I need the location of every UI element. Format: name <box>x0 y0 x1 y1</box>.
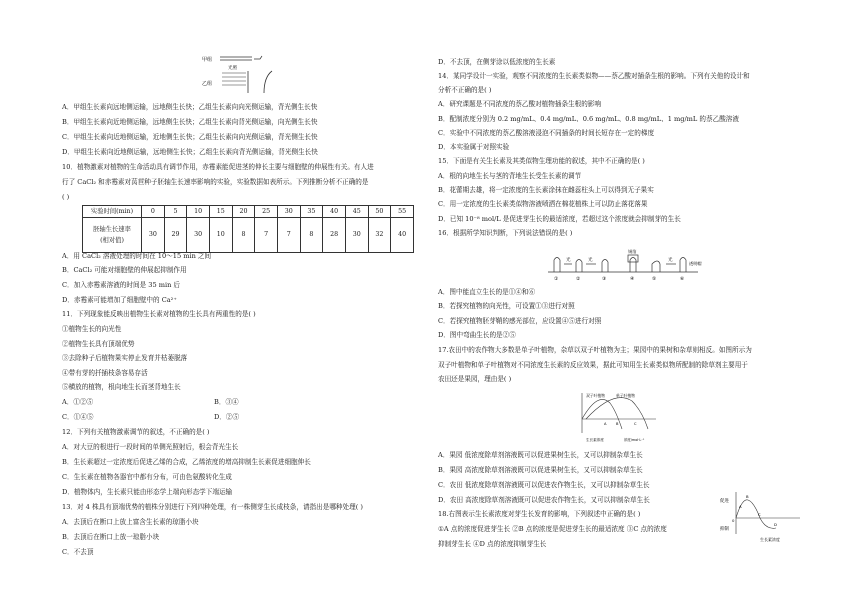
table-cell: 15 <box>209 206 232 218</box>
table-header-time: 实验时间(min) <box>83 206 142 218</box>
table-cell: 7 <box>277 218 300 253</box>
q17-option-a: A．果园 低浓度除草剂溶液既可以促进果树生长，又可以抑制杂草生长 <box>438 451 643 459</box>
q16-label-light-2: 光 <box>588 258 593 263</box>
q15-option-b: B．花蕾期去雄，将一定浓度的生长素涂抹在雌蕊柱头上可以得到无子果实 <box>438 186 654 194</box>
q13-option-b: B．去顶后在断口上放一琼脂小块 <box>62 533 160 541</box>
q11-option-d: D．②⑤ <box>214 413 240 421</box>
q17-option-c: C．农田 低浓度除草剂溶液既可以促进农作物生长，又可以抑制杂草生长 <box>438 481 650 489</box>
q17-stem-1: 17.农田中的农作物大多数是单子叶植物，杂草以双子叶植物为主；果园中的果树和杂草则相反。如图所示为 <box>438 346 752 354</box>
table-cell: 0 <box>142 206 165 218</box>
q11-option-c: C．①④⑤ <box>62 413 94 421</box>
table-cell: 8 <box>300 218 323 253</box>
q9-option-b: B．甲组生长素向近地侧运输，远地侧生长快；乙组生长素向背光侧运输，向光侧生长快 <box>62 118 318 126</box>
table-cell: 55 <box>391 206 414 218</box>
table-cell: 30 <box>277 206 300 218</box>
q11-item-3: ③去除种子后植物果实停止发育并枯萎脱落 <box>62 354 188 362</box>
table-cell: 7 <box>255 218 278 253</box>
table-cell: 30 <box>187 218 210 253</box>
q16-option-c: C．若探究植物胚芽鞘的感光部位，应设置④⑤进行对照 <box>438 317 602 325</box>
q11-item-5: ⑤横放的植物，根向地生长而茎背地生长 <box>62 383 181 391</box>
q18-stem-2: ①A 点的浓度促进芽生长 ②B 点的浓度是促进芽生长的最适浓度 ③C 点的浓度 <box>438 525 667 533</box>
q9-option-d: D．甲组生长素向近地侧运输，远地侧生长快；乙组生长素向背光侧运输，背光侧生长快 <box>62 148 318 156</box>
q18-label-a: A <box>739 504 742 509</box>
q18-label-conc: 生长素浓度 <box>760 537 780 542</box>
table-cell: 28 <box>323 218 346 253</box>
q14-option-c: C．实验中不同浓度的萘乙酸溶液浸泡不同插条的时间长短存在一定的梯度 <box>438 129 655 137</box>
q17-stem-2: 双子叶植物和单子叶植物对不同浓度生长素的反应效果，据此可知用生长素类似物所配制的除草剂主要用于 <box>438 361 748 369</box>
table-cell: 40 <box>323 206 346 218</box>
q14-option-b: B．配制浓度分别为 0.2 mg/mL、0.4 mg/mL、0.6 mg/mL、0.8 mg/mL、1 mg/mL 的萘乙酸溶液 <box>438 115 739 123</box>
q10-stem-2: 行了 CaCl₂ 和赤霉素对莴苣种子胚轴生长速率影响的实验，实验数据如表所示。下列推断分析不正确的是 <box>62 178 369 186</box>
q11-item-1: ①植物生长的向光性 <box>62 325 122 333</box>
q14-stem-2: 分析不正确的是( ) <box>438 86 492 94</box>
table-row <box>83 218 414 253</box>
q16-label-6: ⑥ <box>680 277 685 282</box>
q18-stem-3: 抑制芽生长 ④D 点的浓度抑制芽生长 <box>438 540 547 548</box>
q18-label-promote: 促进 <box>720 499 729 504</box>
q14-stem-1: 14．某同学设计一实验，观察不同浓度的生长素类似物——萘乙酸对插条生根的影响。下列有关他的设计和 <box>438 72 750 80</box>
q18-stem-1: 18.右图表示生长素浓度对芽生长发育的影响，下列叙述中正确的是( ) <box>438 510 641 518</box>
q16-label-cap: 透明帽 <box>689 261 702 266</box>
q16-label-light-3: 光 <box>668 258 673 263</box>
q10-option-c: C．加入赤霉素溶液的时间是 35 min 后 <box>62 281 181 289</box>
q12-stem: 12．下列有关植物激素调节的叙述，不正确的是( ) <box>62 428 210 436</box>
q12-option-c: C．生长素在植物各器官中都有分布，可由色氨酸转化生成 <box>62 473 232 481</box>
table-cell: 32 <box>368 218 391 253</box>
q13-option-d: D．不去顶，在侧芽涂以低浓度的生长素 <box>438 58 556 66</box>
fig-label-yi: 乙组 <box>202 81 213 87</box>
q11-item-4: ④带有芽的扦插枝条容易存活 <box>62 369 148 377</box>
q16-label-light-1: 光 <box>566 258 571 263</box>
table-cell: 20 <box>232 206 255 218</box>
q17-label-unit: 浓度/mol·L⁻¹ <box>624 438 645 442</box>
q15-option-c: C．用一定浓度的生长素类似物溶液喷洒在棉花植株上可以防止落花落果 <box>438 200 648 208</box>
table-cell: 10 <box>209 218 232 253</box>
q17-label-dicot: 双子叶植物 <box>586 393 605 398</box>
table-cell: 25 <box>255 206 278 218</box>
q11-option-b: B．③④ <box>214 398 239 406</box>
q13-option-c: C．不去顶 <box>62 548 94 556</box>
q16-option-a: A．图中能直立生长的是①④和⑥ <box>438 288 536 296</box>
q10-data-table <box>82 205 414 253</box>
q17-option-b: B．果园 高浓度除草剂溶液既可以促进果树生长，又可以抑制杂草生长 <box>438 466 643 474</box>
fig-label-light: 光照 <box>228 66 237 71</box>
table-cell: 5 <box>164 206 187 218</box>
q17-label-monocot: 单子叶植物 <box>616 393 635 398</box>
table-row <box>83 206 414 218</box>
q15-option-a: A．根的向地生长与茎的背地生长受生长素的调节 <box>438 172 582 180</box>
q17-figure <box>576 389 660 445</box>
q16-label-4: ④ <box>630 277 635 282</box>
table-cell: 8 <box>232 218 255 253</box>
q9-figure <box>202 53 302 97</box>
q17-stem-3: 农田还是果园，理由是( ) <box>438 375 512 383</box>
q12-option-b: B．生长素超过一定浓度后促进乙烯的合成，乙烯浓度的增高抑制生长素促进细胞伸长 <box>62 458 311 466</box>
q18-label-inhibit: 抑制 <box>720 527 729 532</box>
q13-stem: 13．对 4 株具有顶端优势的植株分别进行下列四种处理，有一株侧芽生长成枝条，请指出是哪种处理( ) <box>62 503 363 511</box>
q9-option-a: A．甲组生长素向远地侧运输，远地侧生长快；乙组生长素向向光侧运输，背光侧生长快 <box>62 103 318 111</box>
q16-label-1: ① <box>554 277 559 282</box>
q13-option-a: A．去顶后在断口上放上富含生长素的琼脂小块 <box>62 518 199 526</box>
q16-option-b: B．若探究植物的向光性，可设置①③进行对照 <box>438 302 575 310</box>
q11-stem: 11．下列现象能反映出植物生长素对植物的生长具有两重性的是( ) <box>62 310 256 318</box>
q14-option-a: A．研究课题是不同浓度的萘乙酸对植物插条生根的影响 <box>438 100 602 108</box>
table-cell: 30 <box>345 218 368 253</box>
q15-stem: 15．下面是有关生长素及其类似物生理功能的叙述，其中不正确的是( ) <box>438 157 645 165</box>
q16-label-2: ② <box>576 277 581 282</box>
q15-option-d: D．已知 10⁻⁸ mol/L 是促进芽生长的最适浓度，若超过这个浓度就会抑制芽的生长 <box>438 215 681 223</box>
table-cell: 35 <box>300 206 323 218</box>
fig-label-jia: 甲组 <box>202 57 213 63</box>
q17-label-conc: 生长素浓度 <box>586 438 604 442</box>
q11-item-2: ②植物生长具有顶端优势 <box>62 340 135 348</box>
table-cell: 45 <box>345 206 368 218</box>
table-cell: 40 <box>391 218 414 253</box>
table-cell: 29 <box>164 218 187 253</box>
q18-label-zero: 0 <box>732 518 735 523</box>
q12-option-d: D．植物体内，生长素只能由形态学上端向形态学下端运输 <box>62 488 233 496</box>
q18-label-b: B <box>746 494 749 499</box>
q17-label-c: C <box>634 422 637 426</box>
rate-label-a: 胚轴生长速率 <box>93 225 131 233</box>
q9-option-c: C．甲组生长素向近地侧运输，近地侧生长快；乙组生长素向向光侧运输，背光侧生长快 <box>62 133 318 141</box>
table-cell: 10 <box>187 206 210 218</box>
q10-option-d: D．赤霉素可能增加了细胞壁中的 Ca²⁺ <box>62 296 177 304</box>
table-cell: 30 <box>142 218 165 253</box>
q14-option-d: D．本实验属于对照实验 <box>438 143 510 151</box>
q12-option-a: A．对大豆的根进行一段时间的单侧光照射后，根会背光生长 <box>62 443 239 451</box>
q10-stem-1: 10．植物激素对植物的生命活动具有调节作用，赤霉素能促进茎的伸长主要与细胞壁的伸展性有关。有人进 <box>62 163 374 171</box>
q17-label-b: B <box>616 422 619 426</box>
rate-label-b: (相对值) <box>100 237 124 244</box>
q17-label-a: A <box>604 422 607 426</box>
q16-option-d: D．图中弯曲生长的是②⑤ <box>438 331 516 339</box>
q10-option-b: B．CaCl₂ 可能对细胞壁的伸展起抑制作用 <box>62 266 187 274</box>
q16-label-foil: 锡箔 <box>628 249 637 254</box>
q16-label-3: ③ <box>602 277 607 282</box>
q16-label-5: ⑤ <box>652 277 657 282</box>
q11-option-a: A．①②⑤ <box>62 398 94 406</box>
table-header-rate <box>83 218 142 253</box>
q16-stem: 16．根据所学知识判断，下列说法错误的是( ) <box>438 229 573 237</box>
q18-figure <box>720 488 804 544</box>
q10-stem-3: ( ) <box>62 193 70 201</box>
table-cell: 50 <box>368 206 391 218</box>
q17-option-d: D．农田 高浓度除草剂溶液既可以促进农作物生长，又可以抑制杂草生长 <box>438 496 650 504</box>
q18-label-d: D <box>774 522 777 527</box>
q10-option-a: A．用 CaCl₂ 溶液处理的时间在 10～15 min 之间 <box>62 252 212 260</box>
q16-figure <box>548 246 718 282</box>
q18-label-c: C <box>758 512 761 517</box>
